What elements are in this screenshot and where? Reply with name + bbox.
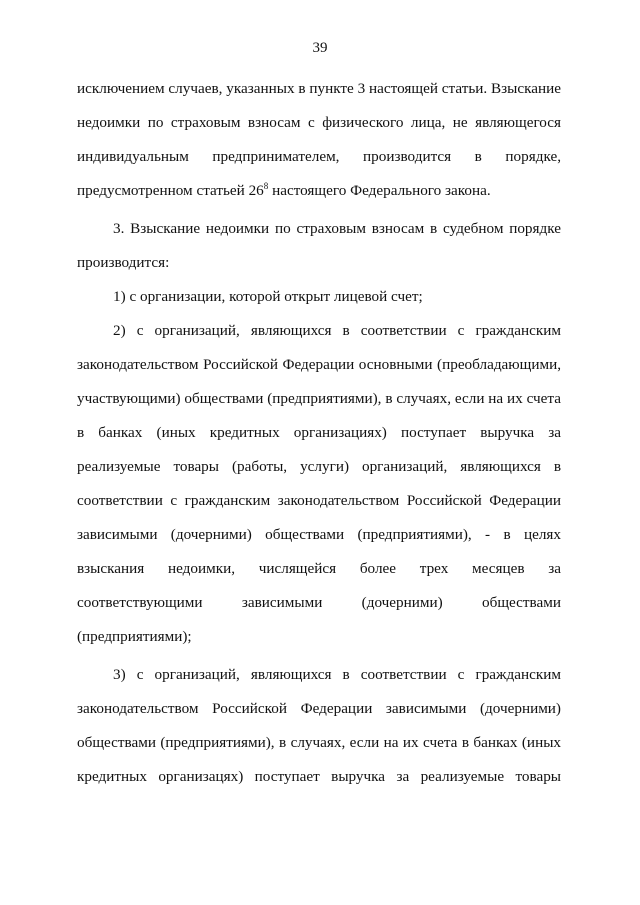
page-number: 39 bbox=[312, 40, 328, 56]
superscript: 8 bbox=[263, 181, 269, 191]
text-line: соответствующими зависимыми (дочерними) обществами bbox=[77, 594, 561, 611]
paragraph-first-line: 1) с организации, которой открыт лицевой счет; bbox=[113, 288, 423, 305]
text-line: зависимыми (дочерними) обществами (предприятиями), - в целях bbox=[77, 526, 561, 543]
text-line: производится: bbox=[77, 254, 170, 271]
text-line: кредитных организацях) поступает выручка за реализуемые товары bbox=[77, 768, 561, 785]
text-line: индивидуальным предпринимателем, производится в порядке, bbox=[77, 148, 561, 165]
text-line: реализуемые товары (работы, услуги) организаций, являющихся в bbox=[77, 458, 561, 475]
text-line: недоимки по страховым взносам с физического лица, не являющегося bbox=[77, 114, 561, 131]
text-line: (предприятиями); bbox=[77, 628, 192, 645]
text-line: в банках (иных кредитных организациях) поступает выручка за bbox=[77, 424, 561, 441]
text-line: законодательством Российской Федерации зависимыми (дочерними) bbox=[77, 700, 561, 717]
text-line: взыскания недоимки, числящейся более трех месяцев за bbox=[77, 560, 561, 577]
text-fragment: предусмотренном статьей 26 bbox=[77, 182, 264, 199]
text-line: законодательством Российской Федерации основными (преобладающими, bbox=[77, 356, 561, 373]
text-line: соответствии с гражданским законодательством Российской Федерации bbox=[77, 492, 561, 509]
text-fragment: настоящего Федерального закона. bbox=[268, 182, 491, 199]
text-line: обществами (предприятиями), в случаях, если на их счета в банках (иных bbox=[77, 734, 561, 751]
paragraph-first-line: 2) с организаций, являющихся в соответствии с гражданским bbox=[113, 322, 561, 339]
text-line: исключением случаев, указанных в пункте 3 настоящей статьи. Взыскание bbox=[77, 80, 561, 97]
paragraph-first-line: 3. Взыскание недоимки по страховым взносам в судебном порядке bbox=[113, 220, 561, 237]
text-line bbox=[77, 181, 561, 201]
text-line: участвующими) обществами (предприятиями), в случаях, если на их счета bbox=[77, 390, 561, 407]
paragraph-first-line: 3) с организаций, являющихся в соответствии с гражданским bbox=[113, 666, 561, 683]
